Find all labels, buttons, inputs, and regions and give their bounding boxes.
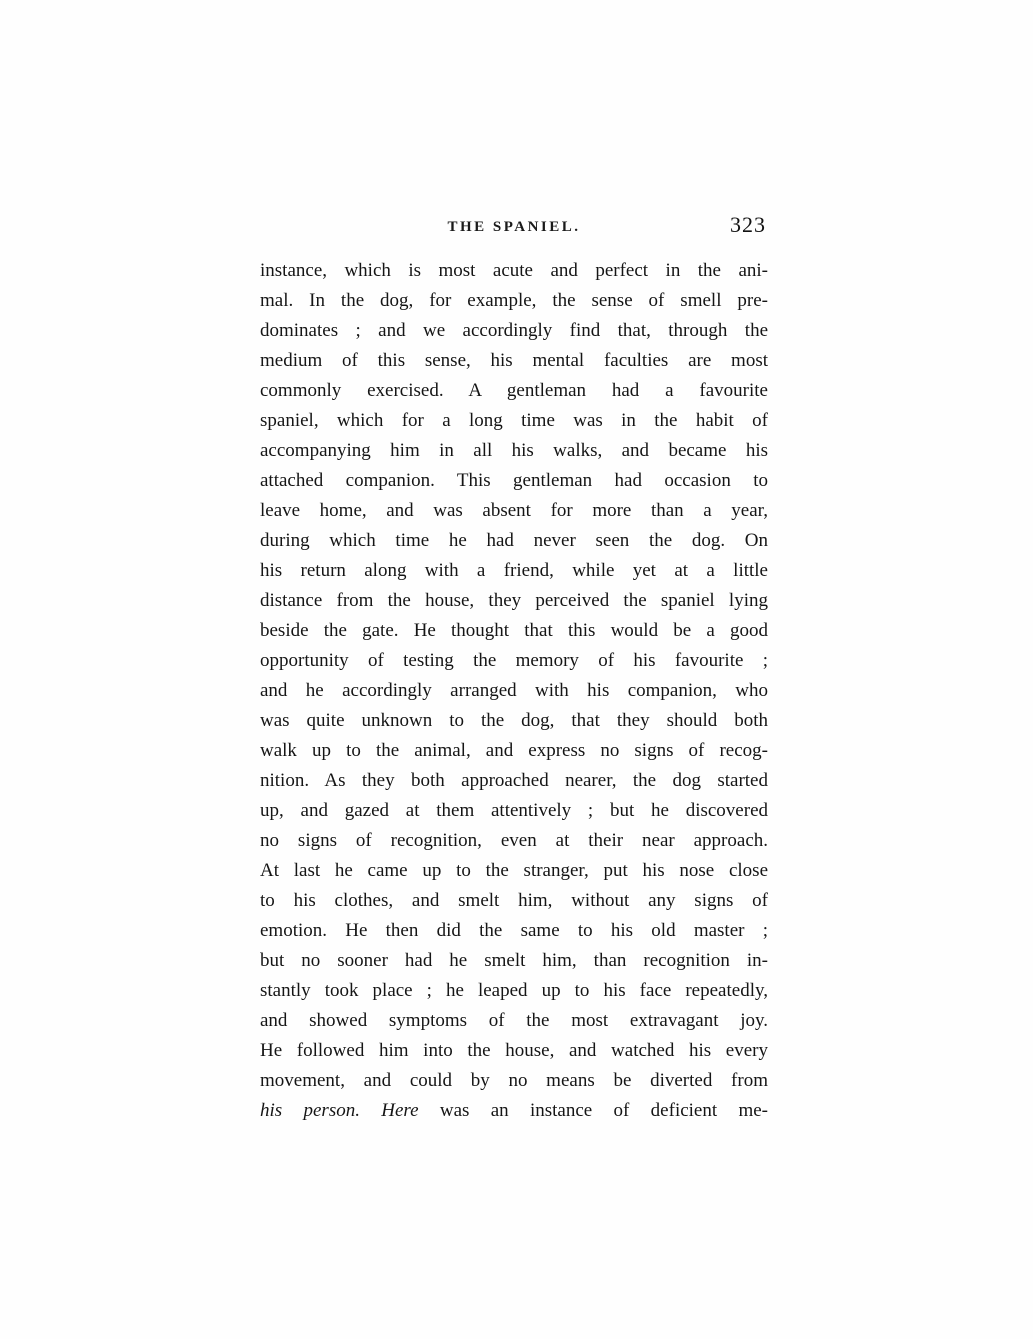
italic-phrase: his person. — [260, 1100, 360, 1121]
body-text — [260, 256, 768, 1126]
text-line: walk up to the animal, and express no signs of recog- — [260, 740, 768, 761]
text-line: no signs of recognition, even at their near approach. — [260, 830, 768, 851]
text-line: up, and gazed at them attentively ; but he discovered — [260, 800, 768, 821]
text-line: to his clothes, and smelt him, without any signs of — [260, 890, 768, 911]
text-line: instance, which is most acute and perfect in the ani- — [260, 260, 768, 281]
text-line: nition. As they both approached nearer, the dog started — [260, 770, 768, 791]
text-line: movement, and could by no means be diverted from — [260, 1070, 768, 1091]
text-line: emotion. He then did the same to his old master ; — [260, 920, 768, 941]
text-line: opportunity of testing the memory of his favourite ; — [260, 650, 768, 671]
text-line: At last he came up to the stranger, put his nose close — [260, 860, 768, 881]
header-title: THE SPANIEL. — [447, 219, 581, 235]
text-line: commonly exercised. A gentleman had a favourite — [260, 380, 768, 401]
italic-phrase: Here — [381, 1100, 419, 1121]
text-line: dominates ; and we accordingly find that, through the — [260, 320, 768, 341]
text-line: medium of this sense, his mental faculties are most — [260, 350, 768, 371]
text-column — [260, 212, 768, 1126]
text-line: his return along with a friend, while yet at a little — [260, 560, 768, 581]
text-line: accompanying him in all his walks, and became his — [260, 440, 768, 461]
text-line: beside the gate. He thought that this would be a good — [260, 620, 768, 641]
text-line: but no sooner had he smelt him, than recognition in- — [260, 950, 768, 971]
text-line: mal. In the dog, for example, the sense of smell pre- — [260, 290, 768, 311]
text-line: was quite unknown to the dog, that they should both — [260, 710, 768, 731]
text-line: and showed symptoms of the most extravagant joy. — [260, 1010, 768, 1031]
text-line: during which time he had never seen the dog. On — [260, 530, 768, 551]
page-number: 323 — [730, 212, 766, 237]
regular-phrase: was an instance of deficient me- — [418, 1100, 768, 1121]
text-line: stantly took place ; he leaped up to his face repeatedly, — [260, 980, 768, 1001]
text-line: distance from the house, they perceived the spaniel lying — [260, 590, 768, 611]
text-line: spaniel, which for a long time was in the habit of — [260, 410, 768, 431]
text-line: leave home, and was absent for more than a year, — [260, 500, 768, 521]
text-line-final — [260, 1096, 768, 1126]
text-line: He followed him into the house, and watched his every — [260, 1040, 768, 1061]
text-line: attached companion. This gentleman had occasion to — [260, 470, 768, 491]
regular-phrase — [360, 1100, 381, 1121]
running-header — [260, 212, 768, 256]
text-line: and he accordingly arranged with his companion, who — [260, 680, 768, 701]
